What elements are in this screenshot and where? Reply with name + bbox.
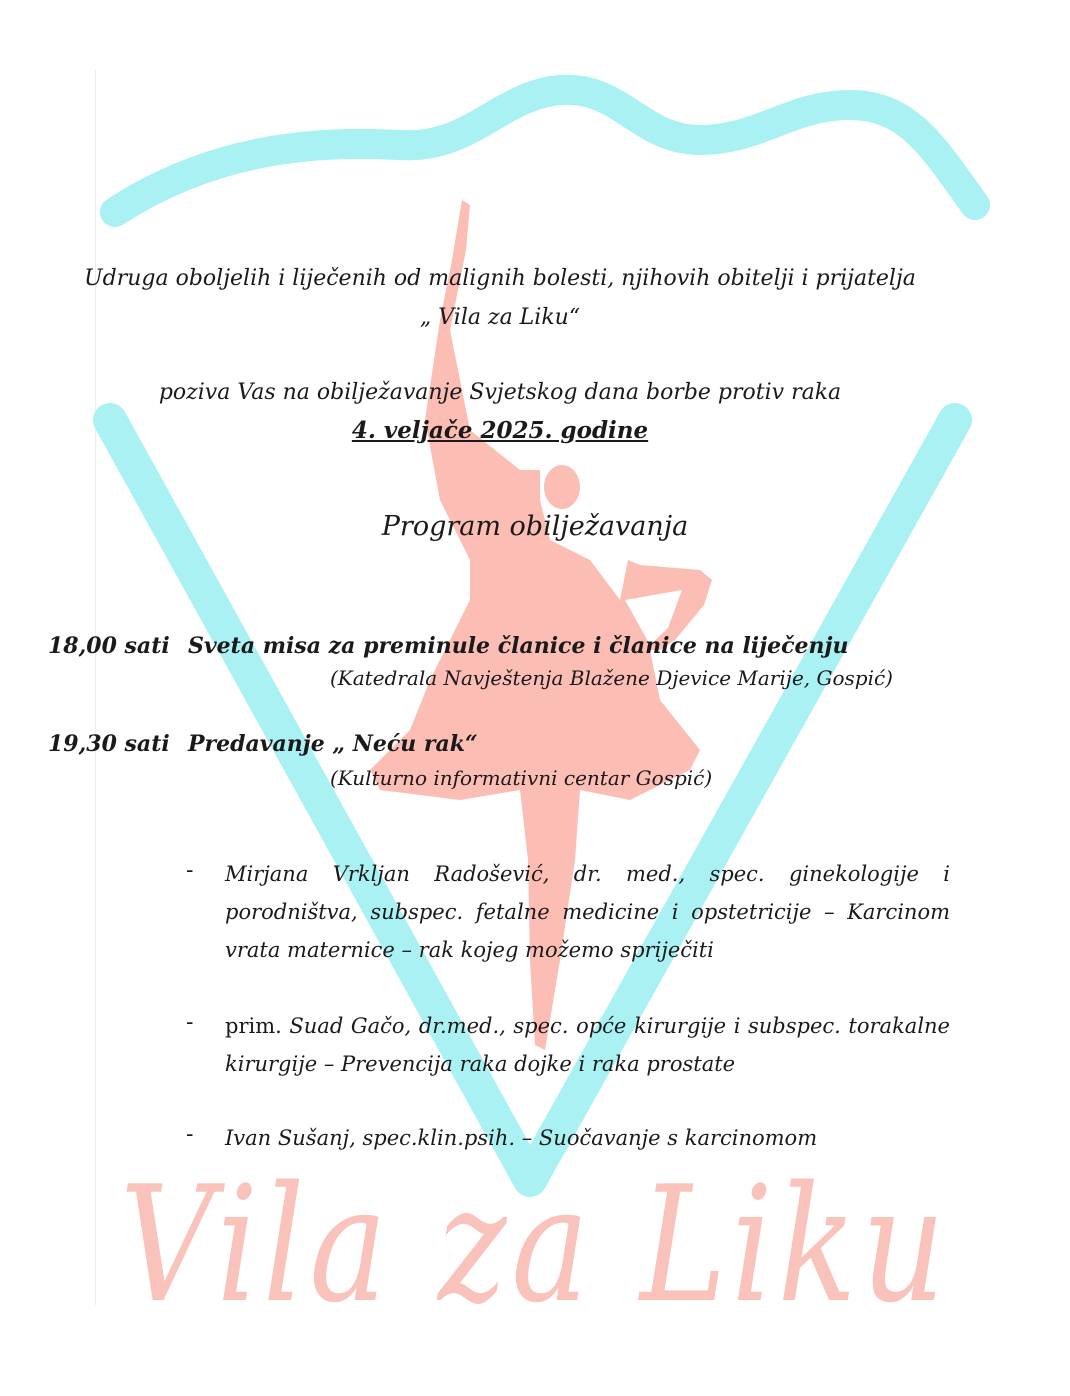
event-title: Sveta misa za preminule članice i članice na liječenju	[188, 633, 849, 659]
event-venue: (Kulturno informativni centar Gospić)	[330, 766, 713, 790]
event-venue: (Katedrala Navještenja Blažene Djevice Marije, Gospić)	[330, 666, 893, 690]
speaker-item	[225, 1007, 950, 1083]
event-date: 4. veljače 2025. godine	[351, 417, 649, 444]
speaker-prefix: prim.	[225, 1014, 290, 1038]
speaker-text: Mirjana Vrkljan Radošević, dr. med., spec. ginekologije i porodništva, subspec. fetalne medicine i opstetricije – Karcinom vrata maternice – rak kojeg možemo spriječiti	[225, 862, 950, 962]
speaker-item	[225, 1119, 950, 1157]
association-name: Udruga oboljelih i liječenih od malignih bolesti, njihovih obitelji i prijatelja	[84, 266, 916, 291]
logo-script-text: Vila za Liku	[120, 1151, 950, 1338]
logo-wave	[115, 90, 975, 212]
speaker-text: Ivan Sušanj, spec.klin.psih. – Suočavanje s karcinomom	[225, 1126, 818, 1150]
speaker-item	[225, 855, 950, 969]
event-time: 18,00 sati	[48, 633, 170, 659]
list-bullet: -	[186, 1122, 194, 1147]
event-title: Predavanje „ Neću rak“	[188, 731, 478, 757]
list-bullet: -	[186, 1010, 194, 1035]
association-short-name: „ Vila za Liku“	[419, 305, 581, 330]
event-time: 19,30 sati	[48, 731, 170, 757]
list-bullet: -	[186, 858, 194, 883]
speaker-text: Suad Gačo, dr.med., spec. opće kirurgije i subspec. torakalne kirurgije – Prevencija raka dojke i raka prostate	[225, 1014, 950, 1076]
program-title: Program obilježavanja	[381, 511, 689, 542]
invitation-text: poziva Vas na obilježavanje Svjetskog dana borbe protiv raka	[158, 380, 842, 405]
